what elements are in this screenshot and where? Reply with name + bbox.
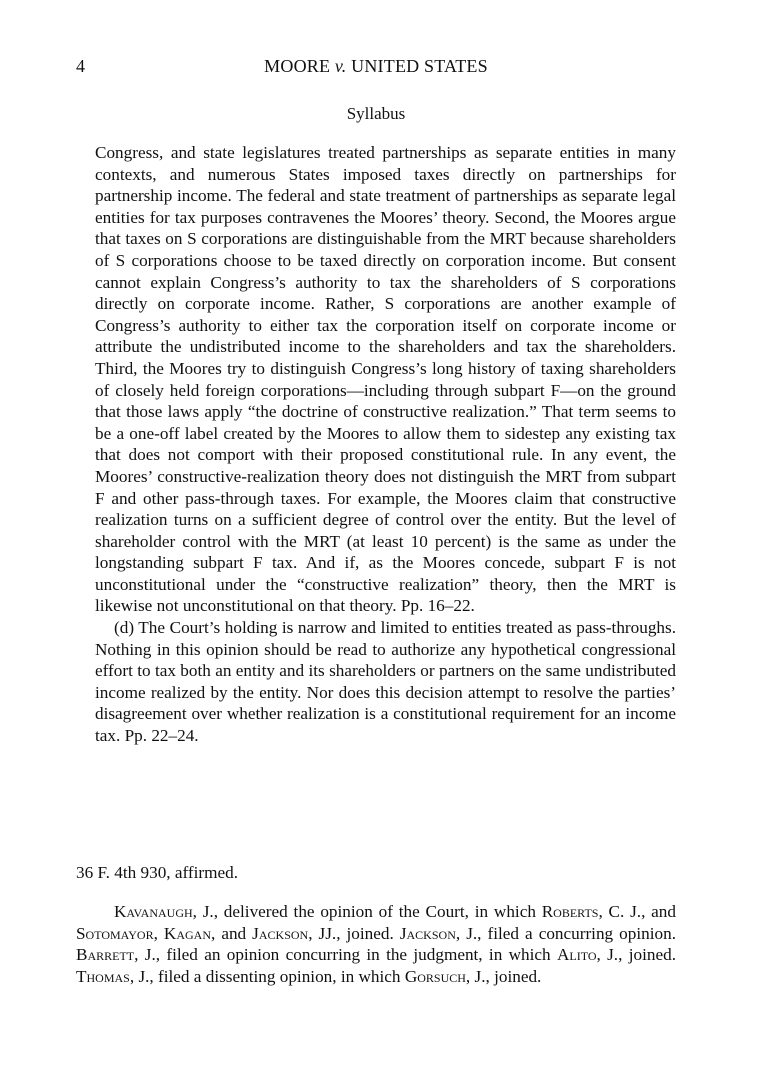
- justice-barrett: Barrett: [76, 945, 135, 965]
- running-title: [76, 56, 676, 77]
- opinion-text: , J., joined.: [596, 945, 676, 965]
- justice-sotomayor: Sotomayor: [76, 923, 154, 943]
- opinion-text: , J., filed an opinion concurring in the judgment, in which: [134, 945, 557, 965]
- justice-roberts: Roberts: [541, 902, 599, 921]
- opinion-text: ,: [153, 923, 164, 943]
- opinion-text: , J., filed a dissenting opinion, in which: [129, 966, 405, 986]
- page-number: 4: [76, 56, 85, 76]
- syllabus-paragraph-1: Congress, and state legislatures treated partnerships as separate entities in many contexts, and numerous States imposed taxes directly on partnerships for partnership income. The federal and state treatment of partnerships as separate legal entities for tax purposes contravenes the Moores’ theory. Second, the Moores argue that taxes on S corporations are distinguishable from the MRT because shareholders of S corporations choose to be taxed directly on corporation income. But consent cannot explain Congress’s authority to tax the shareholders of S corporations directly on corporate income. Rather, S corporations are another example of Congress’s authority to either tax the corporation itself on corporate income or attribute the undistributed income to the shareholders and tax the shareholders. Third, the Moores try to distinguish Congress’s long history of taxing shareholders of closely held foreign corporations—including through subpart F—on the ground that those laws apply “the doctrine of constructive realization.” That term seems to be a one-off label created by the Moores to allow them to sidestep any existing tax that does not comport with their proposed constitutional rule. In any event, the Moores’ constructive-realization theory does not distinguish the MRT from subpart F and other pass-through taxes. For example, the Moores claim that constructive realization turns on a sufficient degree of control over the entity. But the level of shareholder control with the MRT (at least 10 percent) is the same as under the longstanding subpart F tax. And if, as the Moores concede, subpart F is not unconstitutional under the “constructive realization” theory, then the MRT is likewise not unconstitutional on that theory. Pp. 16–22.: [95, 143, 676, 616]
- title-versus: v.: [334, 56, 347, 76]
- syllabus-paragraph-2: (d) The Court’s holding is narrow and limited to entities treated as pass-throughs. Nothing in this opinion should be read to authorize any hypothetical congressional effort to tax both an entity and its shareholders or partners on the same undistributed income realized by the entity. Nor does this decision attempt to resolve the parties’ disagreement over whether realization is a constitutional requirement for an income tax. Pp. 22–24.: [95, 618, 676, 746]
- opinion-text: , J., delivered the opinion of the Court, in which: [192, 902, 542, 921]
- opinion-text: , C. J., and: [598, 902, 676, 921]
- title-part-1: MOORE: [264, 56, 335, 76]
- syllabus-body: [95, 142, 676, 747]
- justice-thomas: Thomas: [76, 966, 130, 986]
- justice-alito: Alito: [556, 945, 597, 965]
- justice-gorsuch: Gorsuch: [404, 966, 466, 986]
- title-part-2: UNITED STATES: [346, 56, 488, 76]
- opinion-authorship: [76, 901, 676, 987]
- justice-jackson: Jackson: [252, 923, 309, 943]
- justice-jackson: Jackson: [399, 923, 456, 943]
- judgment-line: 36 F. 4th 930, affirmed.: [76, 863, 239, 882]
- opinion-text: , and: [210, 923, 253, 943]
- opinion-text: , J., filed a concurring opinion.: [455, 923, 676, 943]
- opinion-text: , JJ., joined.: [308, 923, 400, 943]
- section-title: Syllabus: [346, 104, 406, 123]
- justice-kavanaugh: Kavanaugh: [114, 902, 193, 921]
- justice-kagan: Kagan: [163, 923, 211, 943]
- opinion-text: , J., joined.: [465, 966, 542, 986]
- page-header: [76, 56, 676, 82]
